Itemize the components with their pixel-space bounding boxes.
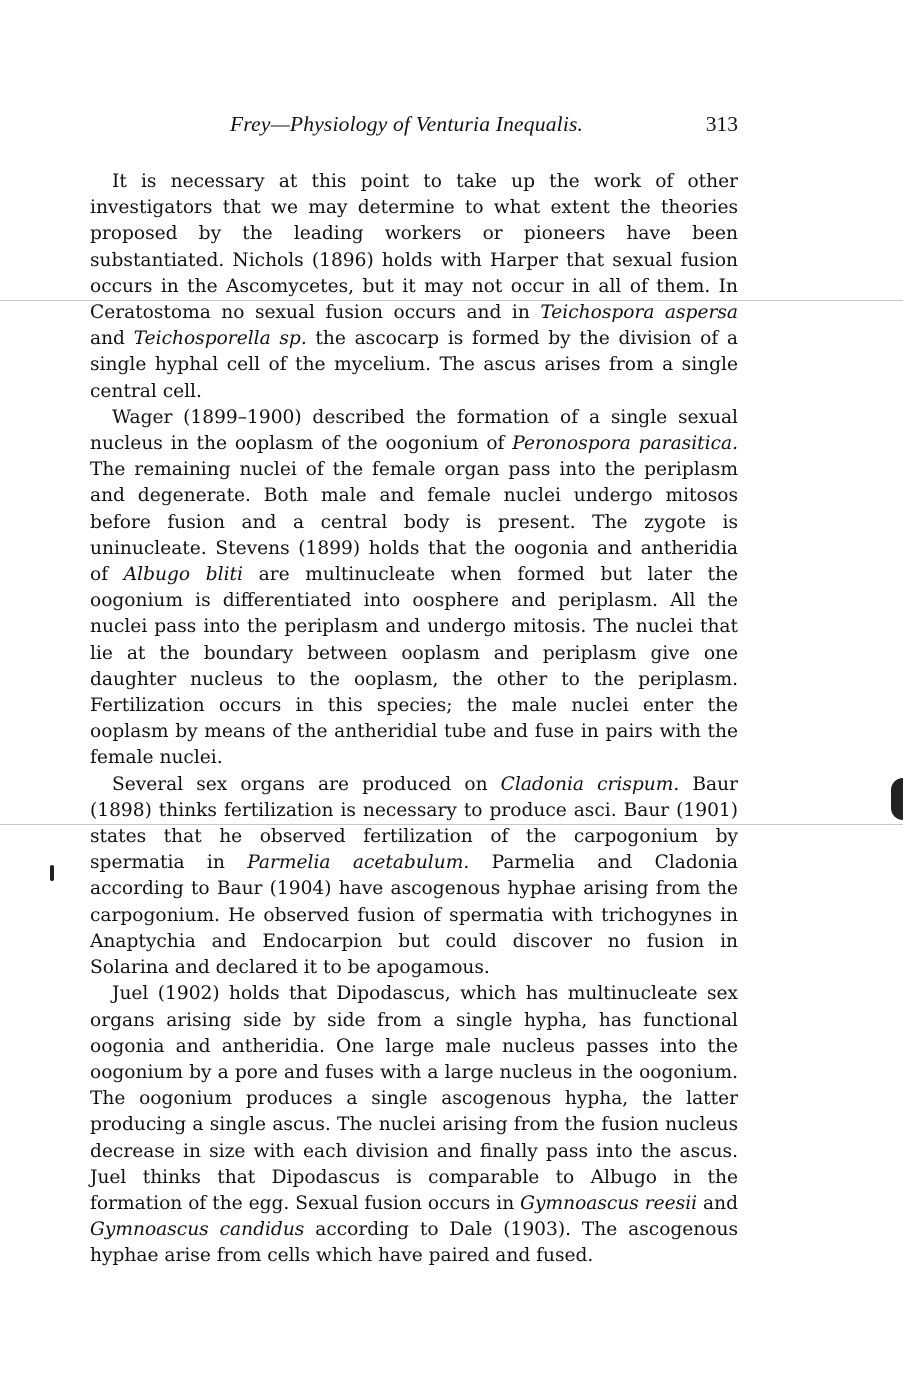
scan-margin-mark <box>50 865 54 881</box>
page-number: 313 <box>705 112 738 136</box>
text-run: Wager (1899–1900) described the formation of a single sexual nucleus in the ooplasm of the oogonium of <box>90 406 738 455</box>
running-title: Frey—Physiology of Venturia Inequalis. <box>230 112 584 136</box>
text-run: The remaining nuclei of the female organ pass into the periplasm and degenerate. Both male and female nuclei undergo mitosos before fusion and a central body is present. The zygote is uninucleate. Stevens (1899) holds that the oogonia and antheridia of <box>90 459 738 586</box>
page-header <box>90 112 738 142</box>
italic-term: Cladonia crispum. <box>500 773 680 795</box>
scan-edge-mark <box>891 778 903 820</box>
paragraph <box>90 169 738 405</box>
text-run: and <box>90 328 134 350</box>
text-run: according to Dale (1903). The ascogenous hyphae arise from cells which have paired and fused. <box>90 1219 738 1267</box>
text-run: Parmelia and Cladonia according to Baur (1904) have ascogenous hyphae arising from the carpogonium. He observed fusion of spermatia with trichogynes in Anaptychia and Endocarpion but could discover no fusion in Solarina and declared it to be apogamous. <box>90 852 738 979</box>
italic-term: Parmelia acetabulum. <box>247 852 470 874</box>
text-run: It is necessary at this point to take up the work of other investigators that we may determine to what extent the theories proposed by the leading workers or pioneers have been substantiated. Nichols (1896) holds with Harper that sexual fusion occurs in the Ascomycetes, but it may not occur in all of them. In Ceratostoma no sexual fusion occurs and in <box>90 171 738 324</box>
paragraph <box>90 981 738 1269</box>
italic-term: Teichospora aspersa <box>540 302 738 324</box>
text-run: Several sex organs are produced on <box>112 773 501 795</box>
italic-term: Teichosporella sp. <box>133 328 307 350</box>
text-run: the ascocarp is formed by the division of a single hyphal cell of the mycelium. The ascus arises from a single central cell. <box>90 328 738 402</box>
paragraph <box>90 772 738 982</box>
paragraph <box>90 405 738 772</box>
italic-term: Albugo bliti <box>123 564 243 586</box>
italic-term: Peronospora parasitica. <box>512 433 738 455</box>
italic-term: Gymnoascus reesii <box>520 1192 698 1214</box>
article-body <box>90 169 738 1270</box>
text-run: Juel (1902) holds that Dipodascus, which has multinucleate sex organs arising side by side from a single hypha, has functional oogonia and antheridia. One large male nucleus passes into the oogonium by a pore and fuses with a large nucleus in the oogonium. The oogonium produces a single ascogenous hypha, the latter producing a single ascus. The nuclei arising from the fusion nucleus decrease in size with each division and finally pass into the ascus. Juel thinks that Dipodascus is comparable to Albugo in the formation of the egg. Sexual fusion occurs in <box>90 983 738 1214</box>
text-run: Baur (1898) thinks fertilization is necessary to produce asci. Baur (1901) states that he observed fertilization of the carpogonium by spermatia in <box>90 773 739 874</box>
text-run: and <box>697 1192 738 1214</box>
italic-term: Gymnoascus candidus <box>90 1219 305 1241</box>
text-run: are multinucleate when formed but later the oogonium is differentiated into oosphere and periplasm. All the nuclei pass into the periplasm and undergo mitosis. The nuclei that lie at the boundary between ooplasm and periplasm give one daughter nucleus to the ooplasm, the other to the periplasm. Fertilization occurs in this species; the male nuclei enter the ooplasm by means of the antheridial tube and fuse in pairs with the female nuclei. <box>90 564 738 769</box>
